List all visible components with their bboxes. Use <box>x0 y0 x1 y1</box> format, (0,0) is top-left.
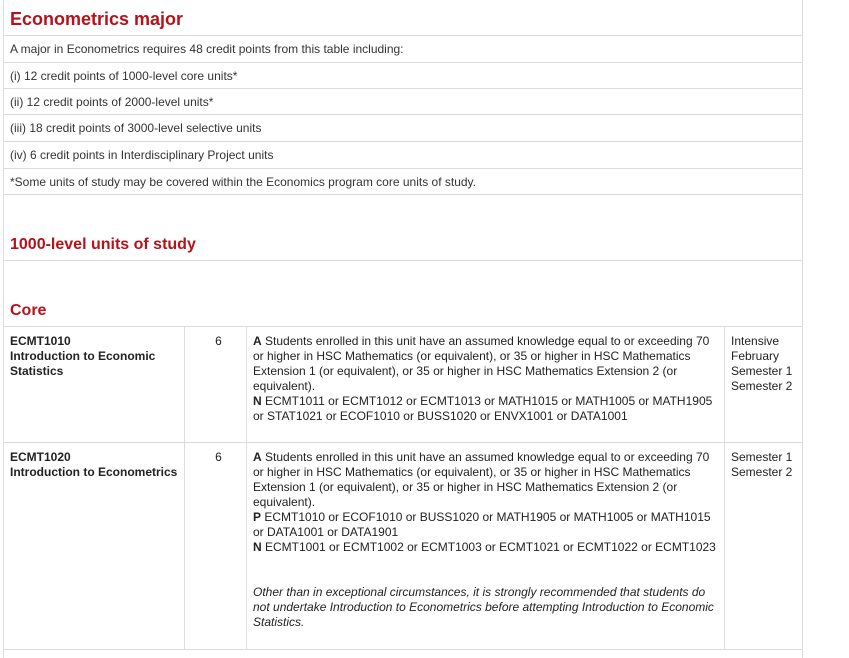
major-title-row <box>4 0 803 36</box>
unit-title-cell <box>4 443 185 649</box>
footnote-text: *Some units of study may be covered within the Economics program core units of study. <box>10 175 476 189</box>
unit-name: Introduction to Econometrics <box>10 465 178 479</box>
prohibitions <box>253 540 718 555</box>
assumed-label: A <box>253 334 262 348</box>
major-title: Econometrics major <box>10 9 184 29</box>
prerequisites <box>253 510 718 540</box>
assumed-text: Students enrolled in this unit have an assumed knowledge equal to or exceeding 70 or higher in HSC Mathematics (or equivalent), or 35 or higher in HSC Mathematics Extension 1 (or equivalent), or 35 or higher in HSC Mathematics Extension 2 (or equivalent). <box>253 450 710 509</box>
requirement-text: (i) 12 credit points of 1000-level core units* <box>10 69 238 83</box>
units-table <box>3 0 803 658</box>
intro-row <box>4 36 803 63</box>
requirement-text: (iii) 18 credit points of 3000-level selective units <box>10 121 262 135</box>
credit-points-cell <box>185 327 247 442</box>
table-row <box>4 650 803 658</box>
session-cell <box>725 443 803 649</box>
assumed-text: Students enrolled in this unit have an assumed knowledge equal to or exceeding 70 or higher in HSC Mathematics (or equivalent), or 35 or higher in HSC Mathematics Extension 1 (or equivalent), or 35 or higher in HSC Mathematics Extension 2 (or equivalent). <box>253 334 710 393</box>
prerequisite-text: ECMT1010 or ECOF1010 or BUSS1020 or MATH1905 or MATH1005 or MATH1015 or DATA1001 or DATA1901 <box>253 510 711 539</box>
core-heading-row <box>4 261 803 327</box>
prohibitions <box>253 394 718 424</box>
footnote-row <box>4 169 803 195</box>
assumed-knowledge <box>253 450 718 510</box>
table-row <box>4 443 803 650</box>
recommendation-note: Other than in exceptional circumstances, it is strongly recommended that students do not undertake Introduction to Econometrics before attempting Introduction to Economic Statistics. <box>253 585 714 629</box>
requirement-row <box>4 63 803 89</box>
table-row <box>4 327 803 443</box>
level-heading-row <box>4 195 803 261</box>
session-item: Semester 2 <box>731 465 793 479</box>
unit-name: Introduction to Economic Statistics <box>10 349 156 378</box>
credit-points: 6 <box>215 334 222 348</box>
prerequisite-label: P <box>253 510 262 524</box>
session-item: Intensive February <box>731 334 780 363</box>
session-item: Semester 2 <box>731 379 793 393</box>
session-cell <box>725 327 803 442</box>
unit-code[interactable]: ECMT1020 <box>10 450 71 464</box>
prohibited-text: ECMT1001 or ECMT1002 or ECMT1003 or ECMT1021 or ECMT1022 or ECMT1023 <box>265 540 716 554</box>
requirement-row <box>4 115 803 142</box>
conditions-cell <box>247 327 725 442</box>
prohibited-label: N <box>253 394 262 408</box>
core-heading: Core <box>10 302 47 319</box>
credit-points: 6 <box>215 450 222 464</box>
intro-text: A major in Econometrics requires 48 credit points from this table including: <box>10 42 404 56</box>
assumed-label: A <box>253 450 262 464</box>
prohibited-text: ECMT1011 or ECMT1012 or ECMT1013 or MATH1015 or MATH1005 or MATH1905 or STAT1021 or ECOF1010 or BUSS1020 or ENVX1001 or DATA1001 <box>253 394 713 423</box>
assumed-knowledge <box>253 334 718 394</box>
unit-title-cell <box>4 327 185 442</box>
requirement-row <box>4 142 803 169</box>
conditions-cell <box>247 443 725 649</box>
requirement-text: (ii) 12 credit points of 2000-level units* <box>10 95 214 109</box>
unit-code[interactable]: ECMT1010 <box>10 334 71 348</box>
level-heading: 1000-level units of study <box>10 236 196 253</box>
prohibited-label: N <box>253 540 262 554</box>
session-item: Semester 1 <box>731 450 793 464</box>
requirement-row <box>4 89 803 115</box>
session-item: Semester 1 <box>731 364 793 378</box>
credit-points-cell <box>185 443 247 649</box>
requirement-text: (iv) 6 credit points in Interdisciplinary Project units <box>10 148 274 162</box>
